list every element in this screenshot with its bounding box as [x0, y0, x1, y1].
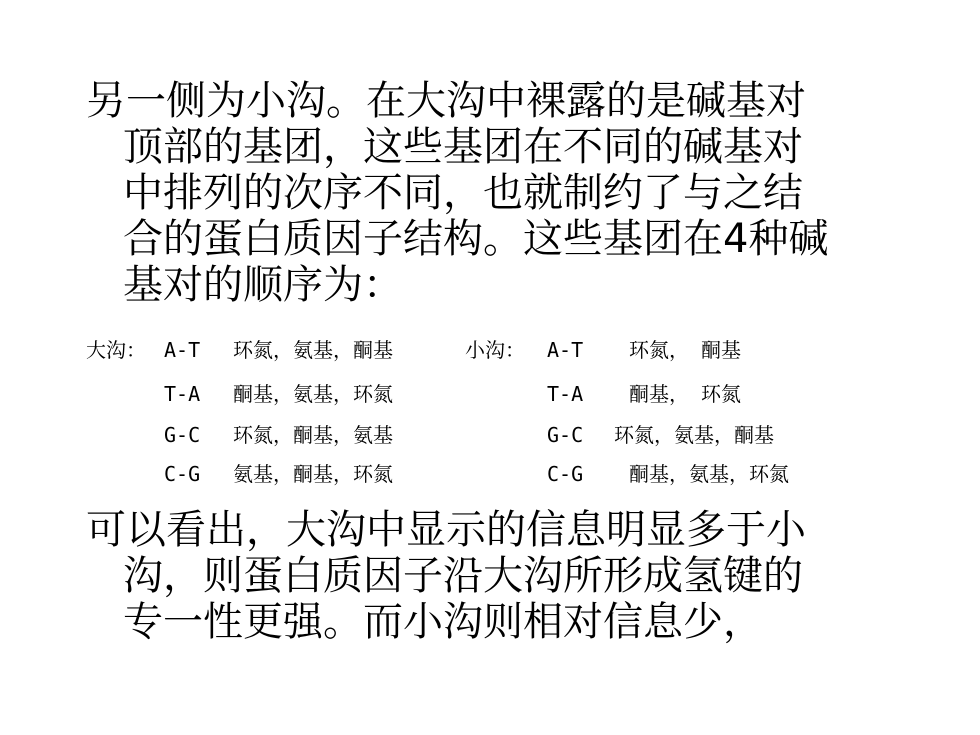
minor-groups: 环氮，氨基，酮基 [614, 423, 774, 447]
paragraph-line: 另一侧为小沟。在大沟中裸露的是碱基对 [86, 78, 806, 124]
paragraph-line: 合的蛋白质因子结构。这些基团在4种碱 [123, 216, 829, 262]
major-groove-label: 大沟： [86, 338, 146, 362]
table-row [86, 340, 886, 364]
table-row [86, 425, 886, 449]
paragraph-line: 沟，则蛋白质因子沿大沟所形成氢键的 [123, 553, 803, 599]
minor-groups: 酮基， 环氮 [629, 382, 742, 406]
major-base-pair: T-A [164, 382, 201, 406]
minor-groups: 环氮， 酮基 [629, 338, 742, 362]
minor-base-pair: T-A [547, 382, 584, 406]
paragraph-line: 中排列的次序不同，也就制约了与之结 [123, 170, 803, 216]
minor-base-pair: A-T [547, 338, 584, 362]
major-base-pair: C-G [164, 462, 201, 486]
minor-groove-label: 小沟： [465, 338, 525, 362]
major-base-pair: A-T [164, 338, 201, 362]
paragraph-conclusion [86, 507, 916, 645]
paragraph-intro [86, 78, 916, 308]
major-groups: 氨基，酮基，环氮 [233, 462, 393, 486]
minor-groups: 酮基，氨基，环氮 [629, 462, 789, 486]
table-row [86, 384, 886, 408]
paragraph-line: 顶部的基团，这些基团在不同的碱基对 [123, 124, 803, 170]
paragraph-line: 可以看出，大沟中显示的信息明显多于小 [86, 507, 806, 553]
minor-base-pair: C-G [547, 462, 584, 486]
paragraph-line: 专一性更强。而小沟则相对信息少， [123, 599, 763, 645]
major-base-pair: G-C [164, 423, 201, 447]
major-groups: 环氮，氨基，酮基 [233, 338, 393, 362]
paragraph-line: 基对的顺序为： [123, 262, 403, 308]
major-groups: 酮基，氨基，环氮 [233, 382, 393, 406]
table-row [86, 464, 886, 488]
minor-base-pair: G-C [547, 423, 584, 447]
major-groups: 环氮，酮基，氨基 [233, 423, 393, 447]
